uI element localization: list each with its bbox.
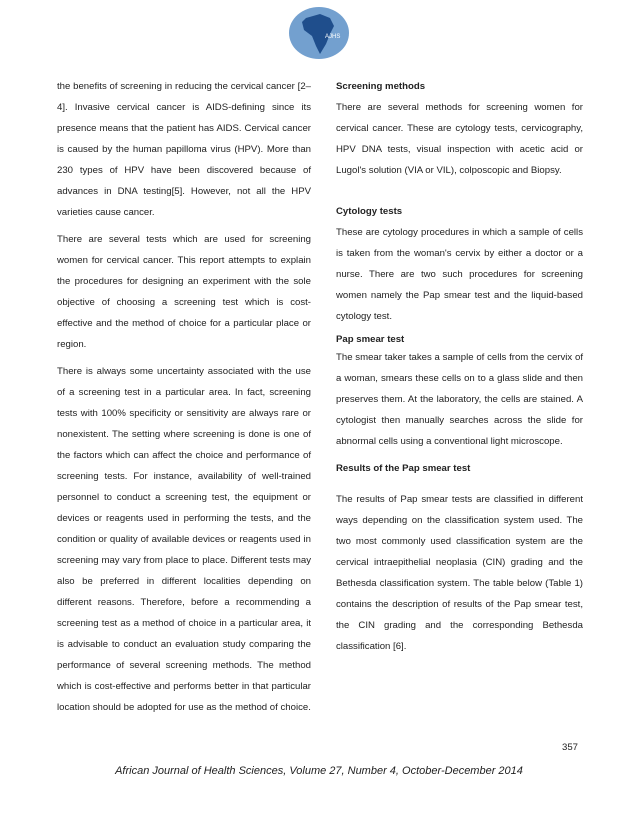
page-number: 357	[562, 742, 579, 753]
ajhs-logo	[284, 4, 354, 62]
right-paragraph-4: The results of Pap smear tests are classified in different ways depending on the classification system used. The two most commonly used classification system are the cervical intraepithelial neoplasia (CIN) grading and the Bethesda classification system. The table below (Table 1) contains the description of results of the Pap smear test, the CIN grading and the corresponding Bethesda classification [6].	[336, 494, 583, 652]
left-paragraph-2: There are several tests which are used for screening women for cervical cancer. This report attempts to explain the procedures for designing an experiment with the sole objective of choosing a screening test which is cost-effective and the method of choice for a particular place or region.	[57, 234, 311, 350]
right-paragraph-1: There are several methods for screening women for cervical cancer. These are cytology tests, cervicography, HPV DNA tests, visual inspection with acetic acid or Lugol's solution (VIA or VIL), colposcopic and Biopsy.	[336, 102, 583, 176]
left-column	[57, 76, 311, 724]
heading-cytology-tests: Cytology tests	[336, 206, 403, 217]
left-paragraph-1: the benefits of screening in reducing the cervical cancer [2–4]. Invasive cervical cancer is AIDS-defining since its presence means that the patient has AIDS. Cervical cancer is caused by the human papilloma virus (HPV). More than 230 types of HPV have been discovered because of advances in DNA testing[5]. However, not all the HPV varieties cause cancer.	[57, 81, 311, 218]
right-column	[336, 76, 583, 663]
heading-screening-methods: Screening methods	[336, 81, 426, 92]
heading-pap-smear-test: Pap smear test	[336, 334, 405, 345]
journal-footer: African Journal of Health Sciences, Volume 27, Number 4, October-December 2014	[115, 765, 523, 777]
logo-text: AJHS	[325, 34, 341, 40]
right-paragraph-2: These are cytology procedures in which a sample of cells is taken from the woman's cervix by either a doctor or a nurse. There are two such procedures for screening women namely the Pap smear test and the liquid-based cytology test.	[336, 227, 583, 322]
right-paragraph-3: The smear taker takes a sample of cells from the cervix of a woman, smears these cells on to a glass slide and then preserves them. At the laboratory, the cells are stained. A cytologist then manually searches across the slide for abnormal cells using a conventional light microscope.	[336, 352, 583, 447]
left-paragraph-3: There is always some uncertainty associated with the use of a screening test in a particular area. In fact, screening tests with 100% specificity or sensitivity are always rare or nonexistent. The setting where screening is done is one of the factors which can affect the choice and performance of screening tests. For instance, availability of well-trained personnel to conduct a screening test, the equipment or devices or reagents used in performing the tests, and the condition or quality of available devices or reagents used in screening may vary from place to place. Different tests may also be preferred in different localities depending on different reasons. Therefore, before a recommending a screening test as a method of choice in a particular area, it is advisable to conduct an evaluation study comparing the performance of several screening methods. The method which is cost-effective and performs better in that particular location should be adopted for use as the method of choice.	[57, 366, 311, 713]
heading-results-pap-smear: Results of the Pap smear test	[336, 463, 471, 474]
